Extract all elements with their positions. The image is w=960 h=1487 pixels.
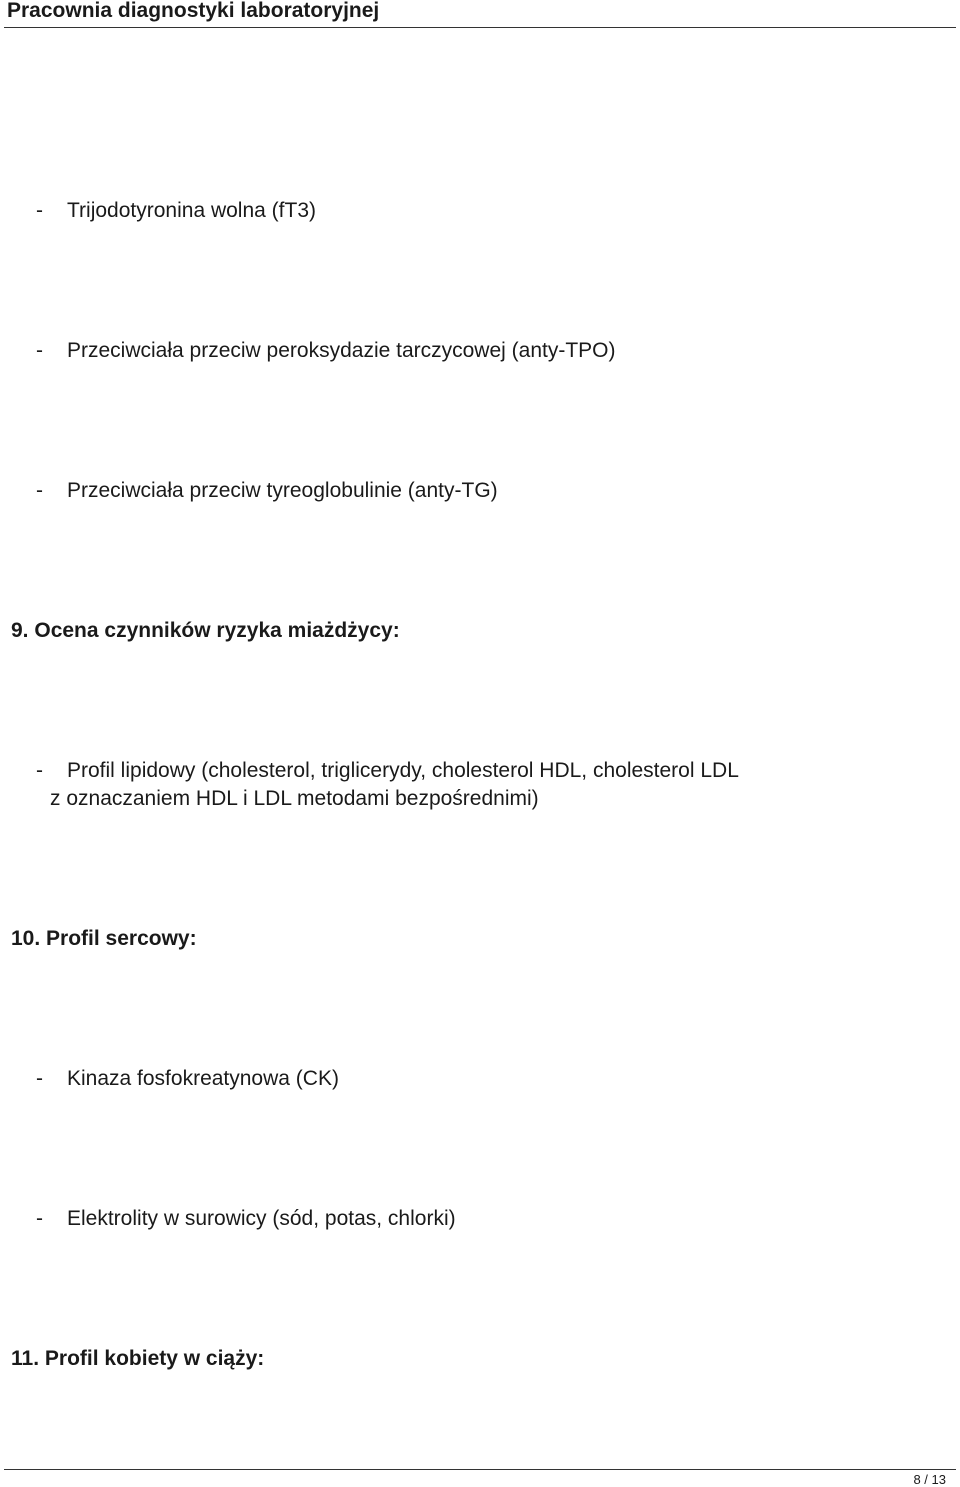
- section-number: 11.: [11, 1347, 40, 1370]
- list-item-anty-tg: [36, 477, 498, 505]
- list-item-text: Przeciwciała przeciw tyreoglobulinie (anty-TG): [67, 479, 498, 502]
- list-item-anty-tpo: [36, 337, 616, 365]
- page-header-title: Pracownia diagnostyki laboratoryjnej: [7, 0, 380, 22]
- list-item-text: Przeciwciała przeciw peroksydazie tarczycowej (anty-TPO): [67, 339, 616, 362]
- header-divider: [4, 27, 956, 28]
- section-title: Ocena czynników ryzyka miażdżycy:: [34, 619, 400, 642]
- section-number: 10.: [11, 927, 41, 950]
- list-item-elektrolity: [36, 1205, 456, 1233]
- section-heading-9: [11, 617, 400, 645]
- list-item-lipid-profile: [36, 757, 739, 813]
- list-item-ft3: [36, 197, 316, 225]
- list-item-text: Elektrolity w surowicy (sód, potas, chlorki): [67, 1207, 456, 1230]
- bullet-dash: -: [36, 199, 43, 222]
- bullet-dash: -: [36, 759, 43, 782]
- list-item-text-continuation: z oznaczaniem HDL i LDL metodami bezpośrednimi): [50, 787, 539, 810]
- list-item-ck: [36, 1065, 339, 1093]
- list-item-text: Profil lipidowy (cholesterol, triglicerydy, cholesterol HDL, cholesterol LDL: [67, 759, 739, 782]
- section-title: Profil kobiety w ciąży:: [44, 1347, 265, 1370]
- page-number: 8 / 13: [913, 1472, 946, 1487]
- footer-divider: [4, 1469, 956, 1470]
- section-title: Profil sercowy:: [46, 927, 197, 950]
- bullet-dash: -: [36, 339, 43, 362]
- list-item-text: Kinaza fosfokreatynowa (CK): [67, 1067, 339, 1090]
- list-item-text: Trijodotyronina wolna (fT3): [67, 199, 316, 222]
- section-heading-11: [11, 1345, 264, 1373]
- bullet-dash: -: [36, 1067, 43, 1090]
- section-number: 9.: [11, 619, 29, 642]
- bullet-dash: -: [36, 479, 43, 502]
- bullet-dash: -: [36, 1207, 43, 1230]
- section-heading-10: [11, 925, 197, 953]
